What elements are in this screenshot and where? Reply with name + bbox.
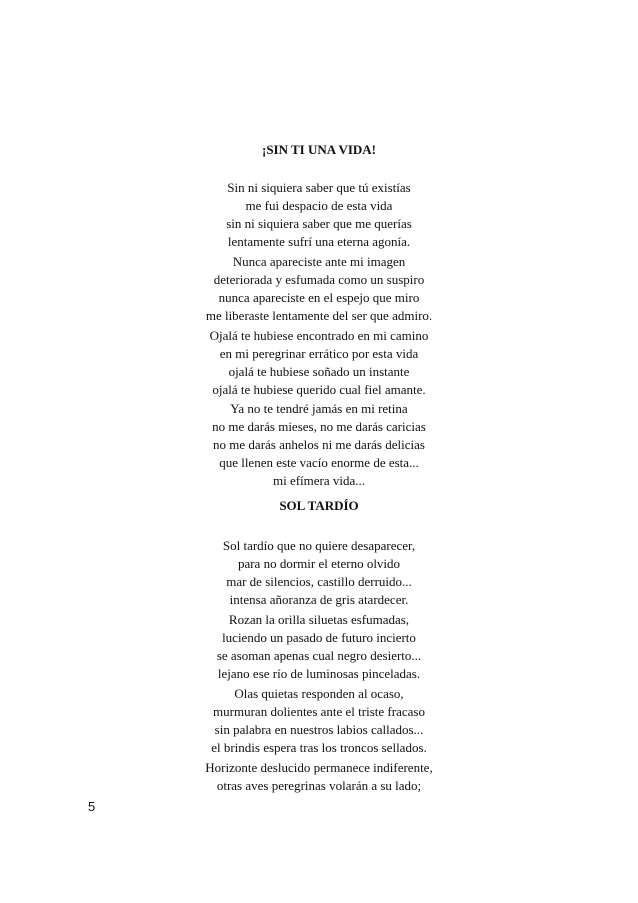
verse-line: se asoman apenas cual negro desierto... (216, 648, 422, 663)
verse-line: lejano ese río de luminosas pinceladas. (217, 666, 421, 681)
verse-line: intensa añoranza de gris atardecer. (229, 592, 409, 607)
stanza (0, 759, 638, 795)
stanza (0, 179, 638, 251)
verse-line: para no dormir el eterno olvido (237, 556, 401, 571)
stanza (0, 253, 638, 325)
page-number: 5 (88, 799, 96, 814)
stanza (0, 611, 638, 683)
verse-line: Sin ni siquiera saber que tú existías (227, 180, 411, 195)
verse-line: en mi peregrinar errático por esta vida (219, 346, 419, 361)
poem-title: SOL TARDÍO (279, 498, 359, 513)
verse-line: nunca apareciste en el espejo que miro (218, 290, 420, 305)
verse-line: mar de silencios, castillo derruido... (226, 574, 412, 589)
verse-line: me fui despacio de esta vida (245, 198, 393, 213)
verse-line: que llenen este vacío enorme de esta... (219, 455, 419, 470)
verse-line: el brindis espera tras los troncos sellados. (211, 740, 427, 755)
verse-line: otras aves peregrinas volarán a su lado; (216, 778, 422, 793)
verse-line: lentamente sufrí una eterna agonía. (227, 234, 411, 249)
verse-line: sin ni siquiera saber que me querías (226, 216, 412, 231)
verse-line: Horizonte deslucido permanece indiferente, (205, 760, 433, 775)
verse-line: Sol tardío que no quiere desaparecer, (222, 538, 416, 553)
verse-line: Olas quietas responden al ocaso, (234, 686, 404, 701)
poem-title: ¡SIN TI UNA VIDA! (261, 142, 377, 157)
stanza (0, 537, 638, 609)
verse-line: ojalá te hubiese soñado un instante (228, 364, 410, 379)
verse-line: mi efímera vida... (272, 473, 366, 488)
verse-line: no me darás mieses, no me darás caricias (212, 419, 426, 434)
verse-line: luciendo un pasado de futuro incierto (222, 630, 416, 645)
verse-line: me liberaste lentamente del ser que admiro. (205, 308, 433, 323)
stanza (0, 685, 638, 757)
verse-line: ojalá te hubiese querido cual fiel amante. (212, 382, 426, 397)
verse-line: no me darás anhelos ni me darás delicias (213, 437, 425, 452)
stanza (0, 400, 638, 490)
verse-line: Ojalá te hubiese encontrado en mi camino (209, 328, 429, 343)
verse-line: Rozan la orilla siluetas esfumadas, (228, 612, 410, 627)
verse-line: sin palabra en nuestros labios callados... (214, 722, 424, 737)
verse-line: Nunca apareciste ante mi imagen (232, 254, 406, 269)
verse-line: Ya no te tendré jamás en mi retina (230, 401, 408, 416)
verse-line: murmuran dolientes ante el triste fracaso (213, 704, 425, 719)
verse-line: deteriorada y esfumada como un suspiro (213, 272, 425, 287)
stanza (0, 327, 638, 399)
